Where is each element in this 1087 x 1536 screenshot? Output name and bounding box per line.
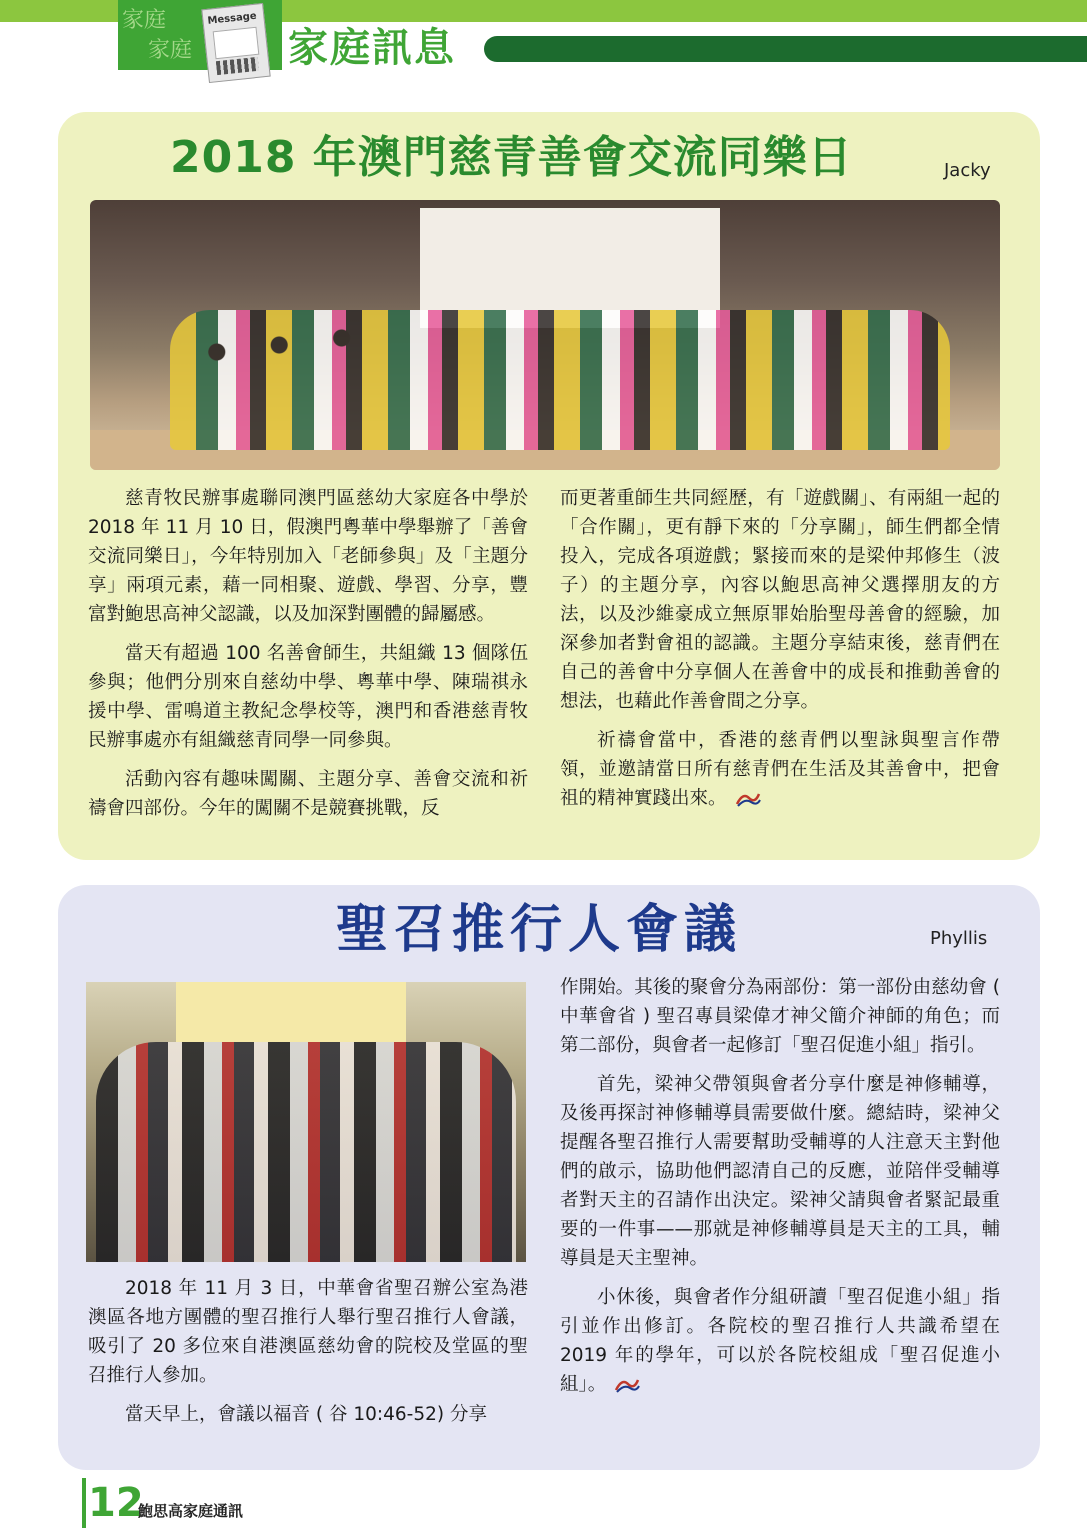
logo-text-top: 家庭: [122, 8, 167, 33]
message-box-graphic: [213, 27, 260, 59]
header-pill-bar: [484, 36, 1087, 62]
article2-paragraph-text: 小休後，與會者作分組研讀「聖召促進小組」指引並作出修訂。各院校的聖召推行人共識希望在 2019 年的學年，可以於各院校組成「聖召促進小組」。: [560, 1287, 1000, 1395]
article2-column-left: [88, 1274, 528, 1439]
article1-column-left: [88, 484, 528, 833]
article1-column-right: [560, 484, 1000, 823]
message-label: Message: [207, 10, 258, 27]
article1-paragraph: 當天有超過 100 名善會師生，共組織 13 個隊伍參與；他們分別來自慈幼中學、粵華中學、陳瑞祺永援中學、雷鳴道主教紀念學校等，澳門和香港慈青牧民辦事處亦有組織慈青同學一同參與。: [88, 643, 528, 751]
article1-photo: [90, 200, 1000, 470]
message-pixel-graphic: [216, 57, 259, 75]
publication-name: 鮑思高家庭通訊: [138, 1502, 244, 1520]
article1-paragraph: 活動內容有趣味闖關、主題分享、善會交流和祈禱會四部份。今年的闖關不是競賽挑戰，反: [88, 769, 528, 819]
article1-title: 2018 年澳門慈青善會交流同樂日: [170, 132, 853, 183]
photo-projection-screen: [176, 982, 406, 1042]
page-header: [0, 0, 1087, 72]
page-number-bar: [82, 1478, 86, 1528]
article2-paragraph: [560, 1283, 1000, 1399]
article1-paragraph-text: 祈禱會當中，香港的慈青們以聖詠與聖言作帶領，並邀請當日所有慈青們在生活及其善會中，把會祖的精神實踐出來。: [560, 730, 1000, 809]
page-number: 12: [88, 1480, 144, 1526]
photo-group-people: [96, 1042, 516, 1262]
article2-paragraph: 作開始。其後的聚會分為兩部份：第一部份由慈幼會 ( 中華會省 ) 聖召專員梁偉才神父簡介神師的角色；而第二部份，與會者一起修訂「聖召促進小組」指引。: [560, 977, 1000, 1056]
article2-paragraph: 當天早上，會議以福音 ( 谷 10:46-52) 分享: [125, 1404, 487, 1425]
article2-title: 聖召推行人會議: [336, 900, 743, 960]
photo-group-people: [170, 310, 950, 450]
article2-author: Phyllis: [930, 928, 988, 949]
article1-paragraph: 而更著重師生共同經歷，有「遊戲關」、有兩組一起的「合作關」，更有靜下來的「分享關」，師生們都全情投入，完成各項遊戲；緊接而來的是梁仲邦修生（波子）的主題分享，內容以鮑思高神父選擇朋友的方法，以及沙維豪成立無原罪始胎聖母善會的經驗，加深參加者對會祖的認識。主題分享結束後，慈青們在自己的善會中分享個人在善會中的成長和推動善會的想法，也藉此作善會間之分享。: [560, 488, 1000, 712]
message-card-icon: [201, 3, 270, 83]
article1-author: Jacky: [944, 160, 991, 181]
article2-paragraph: 2018 年 11 月 3 日，中華會省聖召辦公室為港澳區各地方團體的聖召推行人舉行聖召推行人會議，吸引了 20 多位來自港澳區慈幼會的院校及堂區的聖召推行人參加。: [88, 1278, 528, 1386]
logo-text-bottom: 家庭: [148, 38, 193, 63]
article2-column-right: [560, 973, 1000, 1409]
end-mark-icon: [735, 790, 761, 808]
article2-photo: [86, 982, 526, 1262]
article1-paragraph: [560, 726, 1000, 813]
article1-paragraph: 慈青牧民辦事處聯同澳門區慈幼大家庭各中學於 2018 年 11 月 10 日，假澳門粵華中學舉辦了「善會交流同樂日」，今年特別加入「老師參與」及「主題分享」兩項元素，藉一同相聚、遊戲、學習、分享，豐富對鮑思高神父認識，以及加深對團體的歸屬感。: [88, 488, 528, 625]
end-mark-icon: [614, 1376, 640, 1394]
article2-paragraph: 首先，梁神父帶領與會者分享什麼是神修輔導，及後再探討神修輔導員需要做什麼。總結時，梁神父提醒各聖召推行人需要幫助受輔導的人注意天主對他們的啟示，協助他們認清自己的反應，並陪伴受輔導者對天主的召請作出決定。梁神父請與會者緊記最重要的一件事——那就是神修輔導員是天主的工具，輔導員是天主聖神。: [560, 1074, 1000, 1269]
section-title: 家庭訊息: [288, 25, 456, 71]
